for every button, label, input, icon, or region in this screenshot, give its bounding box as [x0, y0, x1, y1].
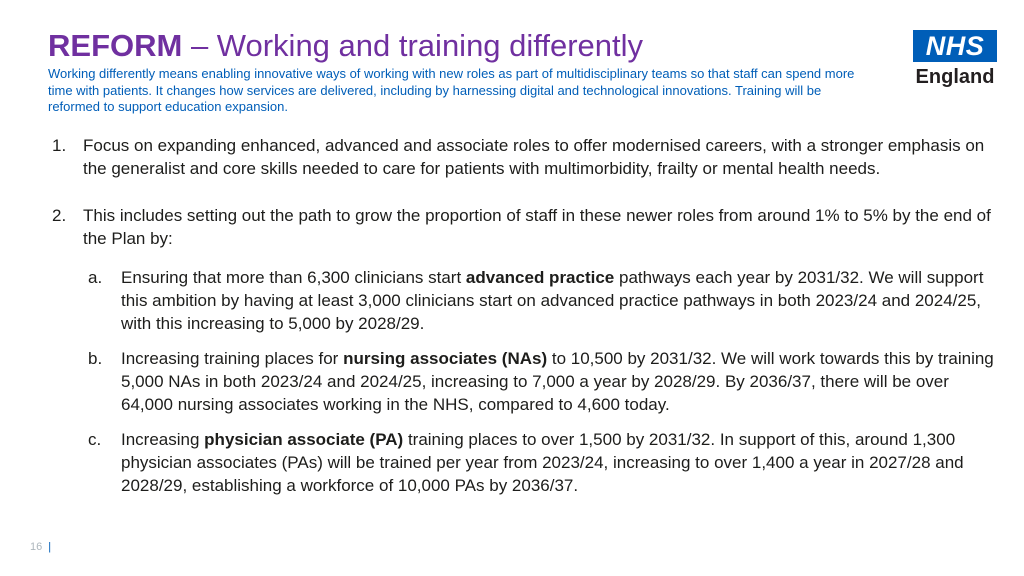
- list-item-2: [52, 204, 997, 250]
- sub-item-a: [88, 266, 997, 335]
- page-number: 16: [30, 541, 43, 553]
- title-rest: – Working and training differently: [182, 28, 643, 63]
- footer-separator: |: [48, 541, 52, 553]
- content-list: [52, 134, 997, 509]
- sub-item-c: [88, 428, 997, 497]
- page-title: [48, 28, 643, 64]
- sub-item-text-pre: Ensuring that more than 6,300 clinicians start: [121, 268, 466, 287]
- sub-item-text-pre: Increasing training places for: [121, 349, 344, 368]
- nhs-england-logo: [913, 30, 997, 90]
- sub-item-text-bold: advanced practice: [465, 268, 615, 287]
- sub-item-text-post: training places to over 1,500 by 2031/32. In support of this, around 1,300 physician associates (PAs) will be trained per year from 2023/24, increasing to over 1,400 a year in 2027/28 and 2028/29, establishing a workforce of 10,000 PAs by 2036/37.: [121, 430, 964, 495]
- sub-list: [88, 266, 997, 497]
- list-marker: 2.: [52, 206, 67, 225]
- sub-item-text: [121, 347, 997, 416]
- sub-item-text-pre: Increasing: [121, 430, 205, 449]
- nhs-logo-box: NHS: [913, 30, 997, 62]
- sub-item-text-bold: physician associate (PA): [204, 430, 404, 449]
- list-item-text: Focus on expanding enhanced, advanced and associate roles to offer modernised careers, with a stronger emphasis on the generalist and core skills needed to care for patients with multimorbidity, frailty or mental health needs.: [83, 136, 985, 178]
- title-strong: REFORM: [48, 28, 183, 63]
- sub-list-marker: a.: [88, 268, 103, 287]
- logo-region-label: England: [915, 66, 995, 88]
- list-item-text: This includes setting out the path to grow the proportion of staff in these newer roles from around 1% to 5% by the end of the Plan by:: [83, 206, 991, 248]
- list-marker: 1.: [52, 136, 67, 155]
- sub-item-text: [121, 266, 997, 335]
- sub-list-marker: b.: [88, 349, 103, 368]
- sub-list-marker: c.: [88, 430, 102, 449]
- slide-footer: [30, 540, 51, 554]
- list-item-1: [52, 134, 997, 180]
- sub-item-text-post: pathways each year by 2031/32. We will support this ambition by having at least 3,000 clinicians start on advanced practice pathways in both 2023/24 and 2024/25, with this increasing to 5,000 by 2028/29.: [121, 268, 984, 333]
- sub-item-text: [121, 428, 997, 497]
- page-subtitle: Working differently means enabling innovative ways of working with new roles as part of multidisciplinary teams so that staff can spend more time with patients. It changes how services are delivered, including by harnessing digital and technological innovations. Training will be reformed to support education expansion.: [48, 66, 855, 114]
- sub-item-b: [88, 347, 997, 416]
- sub-item-text-post: to 10,500 by 2031/32. We will work towards this by training 5,000 NAs in both 2023/24 and 2024/25, increasing to 7,000 a year by 2028/29. By 2036/37, there will be over 64,000 nursing associates working in the NHS, compared to 4,600 today.: [121, 349, 994, 414]
- sub-item-text-bold: nursing associates (NAs): [343, 349, 548, 368]
